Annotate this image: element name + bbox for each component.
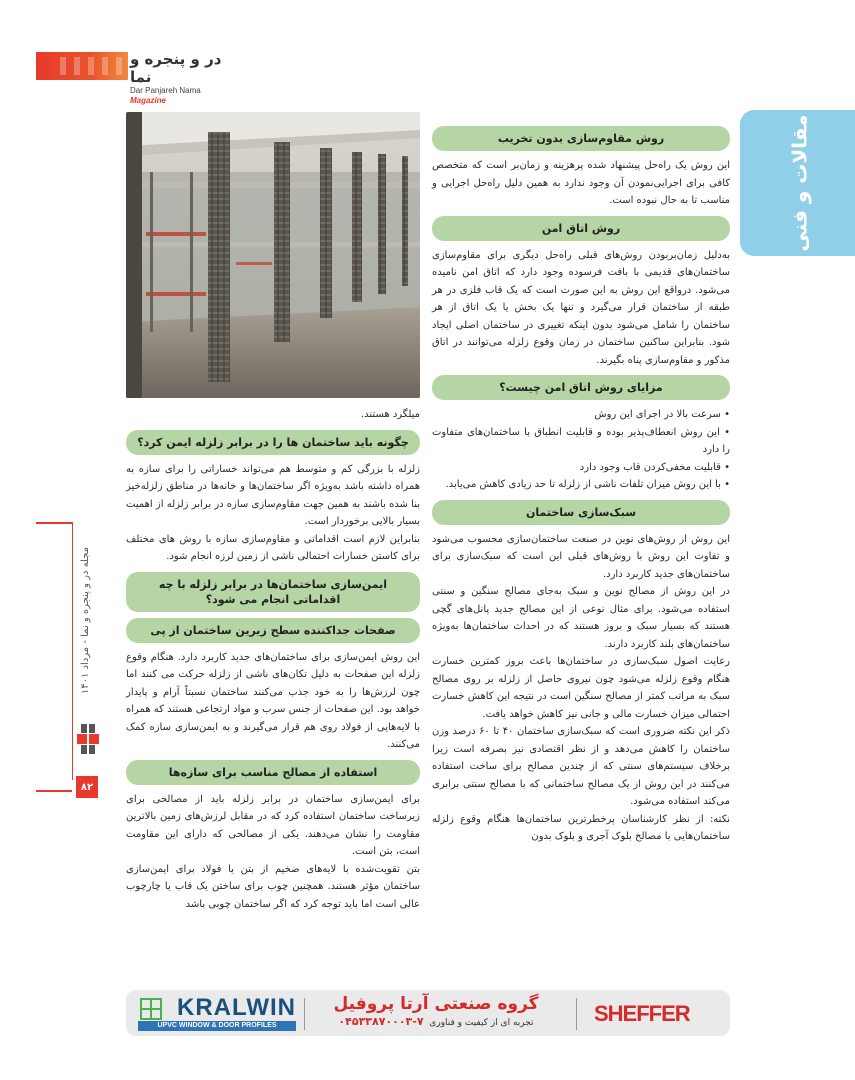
artaco-contact — [312, 1014, 560, 1031]
margin-issue-text: مجله در و پنجره و نما - مرداد ۱۴۰۱ — [80, 546, 92, 694]
kralwin-ad[interactable] — [138, 996, 296, 1032]
section-text: نکته: از نظر کارشناسان پرخطرترین ساختمان‌ها هنگام وقوع زلزله ساختمان‌هایی با مصالح بلوک آجری و بلوک بدون — [432, 813, 730, 842]
kralwin-tagline: UPVC WINDOW & DOOR PROFILES — [138, 1021, 296, 1031]
margin-rule-vertical — [72, 522, 73, 780]
section-text: بنابراین لازم است اقداماتی و مقاوم‌سازی سازه با روش های مختلف برای کاستن خسارات احتمالی ناشی از زمین لرزه انجام شود. — [126, 533, 420, 562]
artaco-ad[interactable] — [312, 994, 560, 1034]
continued-text: میلگرد هستند. — [360, 409, 420, 420]
page-number: ۸۲ — [76, 776, 98, 798]
section-text: بتن تقویت‌شده با لایه‌های ضخیم از بتن یا فولاد برای ایمن‌سازی ساختمان مؤثر هستند. همچنین چوب برای ساختن یک قاب یا چارچوب عالی است اما باید توجه کرد که اگر ساختمان چوبی باشد — [126, 863, 420, 910]
list-item: • سرعت بالا در اجرای این روش — [432, 406, 730, 424]
list-item: • این روش انعطاف‌پذیر بوده و قابلیت انطباق با ساختمان‌های متفاوت را دارد — [432, 424, 730, 459]
section-heading: روش اتاق امن — [432, 216, 730, 241]
sheffer-name: SHEFFER — [594, 1001, 690, 1026]
section-text: این روش یک راه‌حل پیشنهاد شده پرهزینه و زمان‌بر است که متخصص کافی برای اجرایی‌نمودن آن وجود ندارد به همین دلیل راه‌حل اجرایی و مناسب تا به حال نبوده است. — [432, 160, 730, 206]
section-text: رعایت اصول سبک‌سازی در ساختمان‌ها باعث بروز کمترین خسارت هنگام وقوع زلزله می‌شود چون نیروی حاصل از زلزله بر روی مصالح سبک به مراتب کمتر از مصالح سنگین است در نتیجه این کاهش خسارت احتمالی میزان خسارت مالی و جانی نیز کاهش خواهد یافت. — [432, 656, 730, 720]
artaco-slogan: تجربه ای از کیفیت و فناوری — [429, 1018, 534, 1028]
section-text: برای ایمن‌سازی ساختمان در برابر زلزله باید از مصالحی برای زیرساخت ساختمان استفاده کرد که در مقابل لرزش‌های زمین بالاترین مقاومت را نشان می‌دهند. یکی از مصالحی که دارای این مقاومت است، بتن است. — [126, 793, 420, 857]
section-heading: مزایای روش اتاق امن چیست؟ — [432, 375, 730, 400]
section-text: زلزله با بزرگی کم و متوسط هم می‌تواند خساراتی را برای سازه به همراه داشته باشد به‌ویژه اگر ساختمان‌ها و خانه‌ها در مناطق زلزله‌خیز بنا شده باشند به همین جهت مقاوم‌سازی سازه در برابر زلزله از اهمیت بسیار بالایی برخوردار است. — [126, 463, 420, 527]
footer-divider — [576, 998, 577, 1030]
header-stripes — [60, 57, 128, 75]
section-text: ذکر این نکته ضروری است که سبک‌سازی ساختمان ۴۰ تا ۶۰ درصد وزن ساختمان را کاهش می‌دهد و از نظر اقتصادی نیز بصرفه است زیرا برخلاف سیستم‌های سنتی که از چندین مصالح برای ساخت استفاده می‌کنند در این روش از یک مصالح ساختمانی که با مصالح سنتی برابری می‌کند استفاده می‌شود. — [432, 726, 730, 807]
margin-rule-top — [36, 522, 72, 524]
section-heading: ایمن‌سازی ساختمان‌ها در برابر زلزله با چه اقداماتی انجام می شود؟ — [126, 572, 420, 612]
section-heading: استفاده از مصالح مناسب برای سازه‌ها — [126, 760, 420, 785]
section-tab-label-wrap — [745, 114, 855, 252]
artaco-phone: ۰۴۵۳۳۸۷۰۰۰۳-۷ — [338, 1015, 424, 1028]
section-text: این روش ایمن‌سازی برای ساختمان‌های جدید کاربرد دارد. هنگام وقوع زلزله این صفحات به دلیل تکان‌های ناشی از زلزله حرکت می کنند اما چون لرزش‌ها را به خود جذب می‌کنند ساختمان نسبتاً آرام و پایدار خواهد بود. این صفحات از جنس سرب و مواد ارتجاعی هستند که همراه با لایه‌هایی از فولاد روی هم قرار می‌گیرند و به ایمن‌سازی سازه کمک می‌کنند. — [126, 651, 420, 750]
magazine-logo[interactable] — [130, 50, 230, 105]
window-icon — [76, 720, 100, 762]
sheffer-ad[interactable] — [594, 998, 690, 1030]
left-column — [126, 406, 420, 913]
margin-rule-bottom — [36, 790, 72, 792]
magazine-title-fa: در و پنجره و نما — [130, 50, 222, 86]
list-item: • با این روش میزان تلفات ناشی از زلزله تا حد زیادی کاهش می‌یابد. — [432, 476, 730, 494]
section-heading: روش مقاوم‌سازی بدون تخریب — [432, 126, 730, 151]
benefits-list — [432, 406, 730, 494]
artaco-title: گروه صنعتی آرتا پروفیل — [333, 994, 539, 1014]
right-column — [432, 120, 730, 846]
section-heading: چگونه باید ساختمان ها را در برابر زلزله ایمن کرد؟ — [126, 430, 420, 455]
section-heading: صفحات جداکننده سطح زیرین ساختمان از پی — [126, 618, 420, 643]
list-item: • قابلیت مخفی‌کردن قاب وجود دارد — [432, 459, 730, 477]
construction-photo — [126, 112, 420, 398]
margin-issue-text-wrap — [78, 520, 94, 720]
section-text: در این روش از مصالح نوین و سبک به‌جای مصالح سنگین و سنتی استفاده می‌شود. برای مثال نوعی از این مصالح جدید پانل‌های گچی هستند که بسیار سبک و بروز هستند که در احداث ساختمان‌ها به‌ویژه ساختمان‌های بلند کاربرد دارند. — [432, 586, 730, 650]
section-tab-label: مقالات و فنی — [787, 114, 812, 252]
magazine-title-en: Dar Panjareh Nama Magazine — [130, 86, 201, 105]
section-text: این روش از روش‌های نوین در صنعت ساختمان‌سازی محسوب می‌شود و تفاوت این روش با روش‌های قبلی این است که سبک‌سازی برای ساختمان‌های جدید کاربرد دارد. — [432, 533, 730, 580]
kralwin-name: KRALWIN — [177, 994, 296, 1021]
section-text: به‌دلیل زمان‌بر‌بودن روش‌های قبلی راه‌حل دیگری برای مقاوم‌سازی ساختمان‌های قدیمی با بافت فرسوده وجود دارد که اتاق امن نامیده می‌شود. درواقع این روش به این صورت است که یک قاب فلزی در هر طبقه از ساختمان قرار می‌گیرد و تنها یک بخش یا یک اتاق از هر ساختمان را شامل می‌شود بدون اینکه تغییری در ساختمان اصلی ایجاد شود. بنابراین ساکنین ساختمان در زمان وقوع زلزله می‌توانند در اتاق مذکور و مقاوم‌سازی پناه بگیرند. — [432, 249, 730, 366]
footer-divider — [304, 998, 305, 1030]
section-heading: سبک‌سازی ساختمان — [432, 500, 730, 525]
